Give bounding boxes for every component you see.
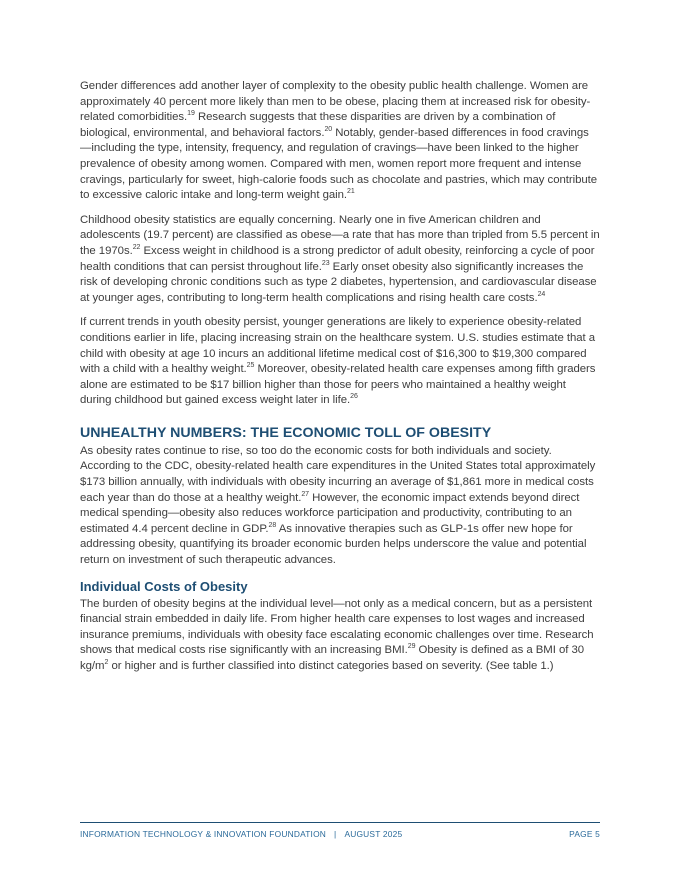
text: Moreover, obesity-related health care expenses among fifth graders alone are estimated to be $17 billion higher than those for peers who maintained a healthy weight during childhood but gained excess weight later in life.	[80, 363, 596, 407]
text: Gender differences add another layer of complexity to the obesity public health challenge. Women are approximately 40 percent more likely than men to be obese, placing them at increased risk for obesity-related comorbidities.	[80, 80, 591, 124]
footer-org: INFORMATION TECHNOLOGY & INNOVATION FOUNDATION	[80, 829, 327, 839]
paragraph-economic-costs	[80, 444, 600, 569]
footnote-ref[interactable]: 21	[347, 188, 355, 196]
text: Notably, gender-based differences in food cravings—including the type, intensity, frequency, and regulation of cravings—have been linked to the higher prevalence of obesity among women. Compared with men, women report more frequent and intense cravings, particularly for sweet, high-calorie foods such as chocolate and pastries, which may contribute to excessive caloric intake and long-term weight gain.	[80, 126, 598, 202]
text: or higher and is further classified into distinct categories based on severity. (See table 1.)	[108, 660, 554, 672]
page-content	[80, 79, 600, 684]
footnote-ref[interactable]: 22	[132, 244, 141, 252]
footer-date: AUGUST 2025	[344, 829, 403, 839]
subsection-heading: Individual Costs of Obesity	[80, 578, 248, 594]
page-number: PAGE 5	[569, 829, 600, 839]
paragraph-gender-differences	[80, 79, 600, 204]
paragraph-youth-trends	[80, 315, 600, 409]
footnote-ref[interactable]: 29	[407, 643, 416, 651]
text: If current trends in youth obesity persist, younger generations are likely to experience obesity-related conditions earlier in life, placing increasing strain on the healthcare system. U.S. studies estimate that a child with obesity at age 10 incurs an additional lifetime medical cost of $16,300 to $19,300 compared with a child with a healthy weight.	[80, 316, 596, 376]
footer-left	[80, 829, 402, 839]
text: As obesity rates continue to rise, so too do the economic costs for both individuals and society. According to the CDC, obesity-related health care expenditures in the United States total approximately $173 billion annually, with individuals with obesity incurring an average of $1,861 more in medical costs each year than do those at a healthy weight.	[80, 444, 596, 504]
footnote-ref[interactable]: 20	[324, 125, 333, 133]
text: Research suggests that these disparities are driven by a combination of biological, environmental, and behavioral factors.	[80, 111, 556, 139]
text: As innovative therapies such as GLP-1s offer new hope for addressing obesity, quantifying its broader economic burden helps underscore the value and potential return on investment of such therapeutic advances.	[80, 522, 587, 567]
paragraph-individual-costs	[80, 597, 600, 675]
footnote-ref[interactable]: 23	[321, 259, 330, 267]
text: Early onset obesity also significantly increases the risk of developing chronic conditions such as type 2 diabetes, hypertension, and cardiovascular disease at younger ages, contributing to long-term health complications and rising health care costs.	[80, 260, 597, 304]
text: Obesity is defined as a BMI of 30 kg/m	[80, 644, 585, 672]
footnote-ref[interactable]: 26	[350, 393, 358, 401]
footnote-ref[interactable]: 27	[301, 490, 310, 498]
footnote-ref[interactable]: 19	[187, 110, 195, 118]
text: Childhood obesity statistics are equally concerning. Nearly one in five American children and adolescents (19.7 percent) are classified as obese—a rate that has more than tripled from 5.5 percent in the 1970s.	[80, 213, 600, 257]
footnote-ref[interactable]: 25	[246, 362, 255, 370]
unit-exponent: 2	[104, 659, 109, 667]
text: The burden of obesity begins at the individual level—not only as a medical concern, but as a persistent financial strain embedded in daily life. From higher health care expenses to lost wages and increased insurance premiums, individuals with obesity face escalating economic challenges over time. Research shows that medical costs rise significantly with an increasing BMI.	[80, 597, 594, 657]
page-footer	[80, 822, 600, 839]
paragraph-childhood-obesity	[80, 213, 600, 307]
section-heading: UNHEALTHY NUMBERS: THE ECONOMIC TOLL OF OBESITY	[80, 424, 492, 441]
text: However, the economic impact extends beyond direct medical spending—obesity also reduces workforce participation and productivity, contributing to an estimated 4.4 percent decline in GDP.	[80, 491, 580, 535]
footnote-ref[interactable]: 28	[268, 522, 277, 530]
text: Excess weight in childhood is a strong predictor of adult obesity, reinforcing a cycle of poor health conditions that can persist throughout life.	[80, 244, 595, 273]
footnote-ref[interactable]: 24	[537, 290, 546, 298]
footer-separator: |	[334, 829, 337, 839]
